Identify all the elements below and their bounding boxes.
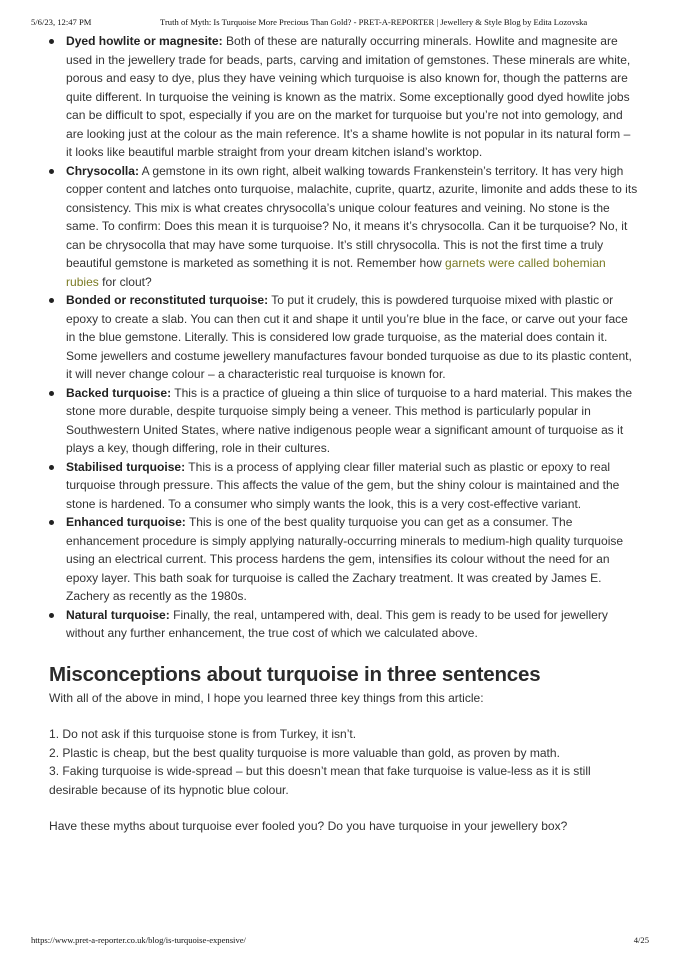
- article-content: [49, 32, 639, 836]
- list-item-term: Bonded or reconstituted turquoise:: [66, 293, 269, 307]
- page-number: 4/25: [633, 935, 649, 945]
- list-item: [49, 162, 639, 292]
- turquoise-types-list: [49, 32, 639, 643]
- bullet-icon: [49, 391, 54, 396]
- list-item: [49, 384, 639, 458]
- list-item-term: Stabilised turquoise:: [66, 459, 186, 474]
- bullet-icon: [49, 298, 54, 303]
- list-item: [49, 513, 639, 606]
- bullet-icon: [49, 169, 54, 174]
- list-item-term: Enhanced turquoise:: [66, 515, 186, 529]
- section-intro: With all of the above in mind, I hope you learned three key things from this article:: [49, 690, 484, 705]
- list-item-text: This is a process of applying clear filler material such as plastic or epoxy to real turquoise through pressure. This affects the value of the gem, but the shiny colour is maintained and the stone is hardened. To a consumer who simply wants the look, this is a very cost-effective variant.: [66, 459, 620, 511]
- print-page-title: Truth of Myth: Is Turquoise More Precious Than Gold? - PRET-A-REPORTER | Jewellery & Style Blog by Edita Lozovska: [160, 17, 588, 27]
- list-item-text: This is a practice of glueing a thin slice of turquoise to a hard material. This makes the stone more durable, despite turquoise simply being a veneer. This method is particularly popular in Southwestern United States, where native indigenous people wear a significant amount of turquoise as it plays a key, though differing, role in their cultures.: [66, 385, 633, 455]
- bullet-icon: [49, 520, 54, 525]
- bohemian-rubies-link[interactable]: garnets were called bohemian rubies: [66, 256, 606, 289]
- list-item-term: Dyed howlite or magnesite:: [66, 34, 223, 48]
- list-item-text: Both of these are naturally occurring minerals. Howlite and magnesite are used in the jewellery trade for beads, parts, carving and imitation of gemstones. These minerals are white, porous and easy to dye, plus they have veining which turquoise is also known for, though the patterns are quite different. In turquoise the veining is known as the matrix. Some exceptionally good dyed howlite jobs can be difficult to spot, especially if you are on the market for turquoise but you’re not into gemology, and are looking just at the colour as the main reference. It’s a shame howlite is not popular in its natural form – it looks like beautiful marble straight from your dream kitchen island’s worktop.: [66, 34, 631, 159]
- section-heading: Misconceptions about turquoise in three sentences: [49, 662, 541, 686]
- list-item-text: To put it crudely, this is powdered turquoise mixed with plastic or epoxy to create a slab. You can then cut it and shape it until you’re blue in the face, or carve out your face in the blue gemstone. Literally. This is considered low grade turquoise, as the material does contain it. Some jewellers and costume jewellery manufactures favour bonded turquoise as due to its plastic content, it will never change colour – a characteristic real turquoise is known for.: [66, 293, 632, 381]
- list-item: [49, 458, 639, 514]
- list-item-text: A gemstone in its own right, albeit walking towards Frankenstein’s territory. It has very high copper content and latches onto turquoise, malachite, cuprite, quartz, azurite, limonite and adds these to its consistency. This mix is what creates chrysocolla’s unique colour features and veining. No stone is the same. To confirm: Does this mean it is turquoise? No, it means it’s chrysocolla. Can it be turquoise? No, it can be chrysocolla that may have some turquoise. It’s still chrysocolla. This is not the first time a truly beautiful gemstone is marketed as something it is not. Remember how: [66, 163, 638, 270]
- list-item-text: Finally, the real, untampered with, deal. This gem is ready to be used for jewellery without any further enhancement, the true cost of which we calculated above.: [66, 607, 608, 640]
- list-item-term: Chrysocolla:: [66, 163, 139, 178]
- list-item-text-after-link: for clout?: [98, 274, 152, 289]
- list-item-text: This is one of the best quality turquoise you can get as a consumer. The enhancement procedure is simply applying naturally-occurring minerals to medium-high quality turquoise using an electrical current. This process hardens the gem, intensifies its colour without the need for an epoxy layer. This bath soak for turquoise is called the Zachary treatment. It was created by James E. Zachery as recently as the 1980s.: [66, 515, 624, 603]
- print-footer: [31, 935, 649, 947]
- misconceptions-list: [49, 725, 639, 799]
- list-item-term: Natural turquoise:: [66, 607, 170, 622]
- list-item-term: Backed turquoise:: [66, 385, 172, 400]
- bullet-icon: [49, 613, 54, 618]
- closing-question: Have these myths about turquoise ever fooled you? Do you have turquoise in your jewellery box?: [49, 819, 568, 833]
- print-header: [31, 17, 649, 29]
- list-item: [49, 606, 639, 643]
- print-url: https://www.pret-a-reporter.co.uk/blog/is-turquoise-expensive/: [31, 935, 246, 945]
- misconception-point: 2. Plastic is cheap, but the best quality turquoise is more valuable than gold, as proven by math.: [49, 745, 560, 760]
- print-date: 5/6/23, 12:47 PM: [31, 17, 92, 27]
- list-item: [49, 291, 639, 384]
- list-item: [49, 32, 639, 162]
- misconception-point: 1. Do not ask if this turquoise stone is from Turkey, it isn’t.: [49, 727, 357, 741]
- bullet-icon: [49, 39, 54, 44]
- bullet-icon: [49, 465, 54, 470]
- misconception-point: 3. Faking turquoise is wide-spread – but this doesn’t mean that fake turquoise is value-less as it is still desirable because of its hypnotic blue colour.: [49, 764, 591, 797]
